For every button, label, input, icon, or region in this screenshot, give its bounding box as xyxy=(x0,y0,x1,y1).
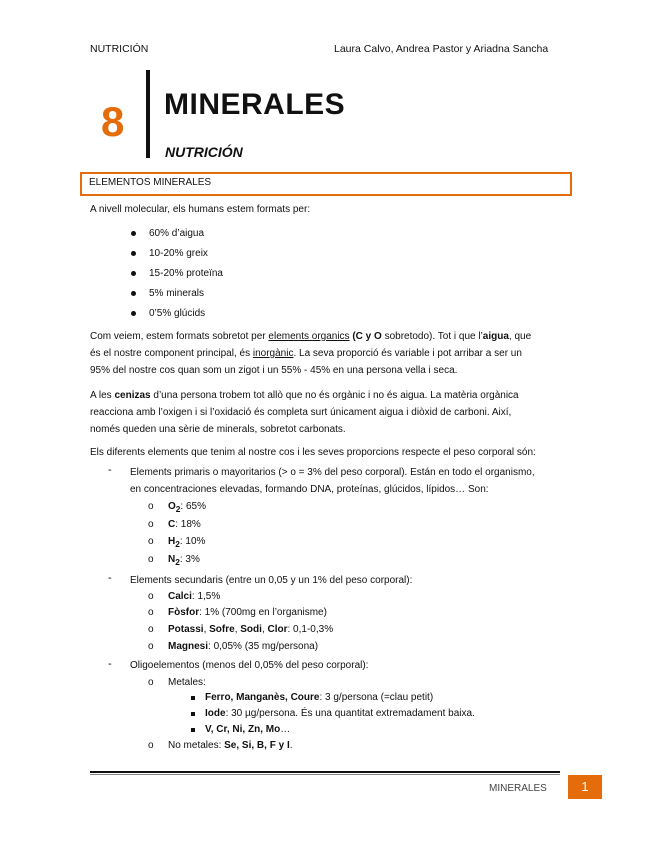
circle-bullet-icon: o xyxy=(148,554,154,565)
metal-item xyxy=(205,691,433,705)
secondary-item xyxy=(168,606,327,620)
primary-line-1: Elements primaris o mayoritarios (> o = 3% del peso corporal). Están en todo el organismo, xyxy=(130,467,535,478)
text-run: cenizas xyxy=(114,390,151,401)
paragraph-3: Els diferents elements que tenim al nostre cos i les seves proporcions respecte el peso corporal són: xyxy=(90,447,536,458)
paragraph-2-line-3: només queden una sèrie de minerals, sobretot carbonats. xyxy=(90,424,346,435)
secondary-item xyxy=(168,640,318,654)
text-run: : 3% xyxy=(179,554,200,565)
text-run: (C y O xyxy=(349,331,382,342)
circle-bullet-icon: o xyxy=(148,519,154,530)
circle-bullet-icon: o xyxy=(148,501,154,512)
text-run: … xyxy=(280,724,291,735)
text-run: , xyxy=(203,624,210,635)
footer-rule xyxy=(90,771,560,773)
primary-item xyxy=(168,553,200,569)
square-bullet-icon xyxy=(191,728,195,732)
text-run: Fòsfor xyxy=(168,607,200,618)
text-run: aigua xyxy=(482,331,509,342)
oligo-line: Oligoelementos (menos del 0,05% del peso corporal): xyxy=(130,660,369,671)
intro-text: A nivell molecular, els humans estem formats per: xyxy=(90,204,311,215)
bullet-icon xyxy=(131,291,136,296)
text-run: : 30 µg/persona. És una quantitat extremadament baixa. xyxy=(225,708,475,719)
text-run: Magnesi xyxy=(168,641,209,652)
primary-line-2: en concentraciones elevadas, formando DNA, proteínas, glúcidos, lípidos… Son: xyxy=(130,484,489,495)
text-run: Ferro, Manganès, Coure xyxy=(205,692,320,703)
header-left: NUTRICIÓN xyxy=(90,43,149,55)
paragraph-1-line-3: 95% del nostre cos quan som un zigot i un 55% - 45% en una persona vella i seca. xyxy=(90,365,458,376)
primary-item xyxy=(168,518,201,532)
list-item: 60% d’aigua xyxy=(149,228,205,239)
circle-bullet-icon: o xyxy=(148,740,154,751)
paragraph-2-line-1 xyxy=(90,389,519,403)
text-run: Sodi xyxy=(240,624,262,635)
list-item: 0’5% glúcids xyxy=(149,308,206,319)
text-run: sobretodo). xyxy=(381,331,436,342)
primary-item xyxy=(168,500,206,516)
circle-bullet-icon: o xyxy=(148,536,154,547)
text-run: Sofre xyxy=(209,624,235,635)
text-run: H xyxy=(168,536,176,547)
text-run: : 3 g/persona (=clau petit) xyxy=(319,692,434,703)
secondary-item xyxy=(168,623,333,637)
bullet-icon xyxy=(131,271,136,276)
text-run: 2 xyxy=(175,504,181,514)
text-run: : 65% xyxy=(180,501,206,512)
text-run: Clor xyxy=(267,624,288,635)
text-run: Calci xyxy=(168,591,192,602)
dash-icon: - xyxy=(108,658,112,670)
chapter-subtitle: NUTRICIÓN xyxy=(165,144,243,160)
footer-label: MINERALES xyxy=(489,783,547,794)
text-run: Com veiem, estem formats sobretot per xyxy=(90,331,269,342)
text-run: N xyxy=(168,554,176,565)
list-item: 5% minerals xyxy=(149,288,205,299)
text-run: . xyxy=(289,740,293,751)
bullet-icon xyxy=(131,311,136,316)
bullet-icon xyxy=(131,231,136,236)
text-run: és el nostre component principal, és xyxy=(90,348,253,359)
page-number: 1 xyxy=(568,775,602,799)
list-item: 10-20% greix xyxy=(149,248,208,259)
text-run: : 18% xyxy=(175,519,201,530)
circle-bullet-icon: o xyxy=(148,591,154,602)
paragraph-2-line-2: reacciona amb l’oxigen i si l’oxidació és completa surt únicament aigua i diòxid de carboni. Així, xyxy=(90,407,512,418)
text-run: : 0,05% (35 mg/persona) xyxy=(208,641,319,652)
dash-icon: - xyxy=(108,464,112,476)
text-run: A les xyxy=(90,390,115,401)
paragraph-1-line-2 xyxy=(90,347,522,361)
text-run: C xyxy=(168,519,176,530)
text-run: , xyxy=(234,624,241,635)
footer-rule-thin xyxy=(90,774,560,775)
primary-item xyxy=(168,535,205,551)
square-bullet-icon xyxy=(191,696,195,700)
circle-bullet-icon: o xyxy=(148,641,154,652)
text-run: No metales: xyxy=(168,740,225,751)
paragraph-1-line-1 xyxy=(90,330,564,344)
dash-icon: - xyxy=(108,572,112,584)
text-run: V, Cr, Ni, Zn, Mo xyxy=(205,724,281,735)
metales-label: Metales: xyxy=(168,677,206,688)
chapter-title: MINERALES xyxy=(164,88,346,121)
secondary-item xyxy=(168,590,220,604)
nometales-item xyxy=(168,739,293,753)
section-title: ELEMENTOS MINERALES xyxy=(89,177,212,188)
bullet-icon xyxy=(131,251,136,256)
circle-bullet-icon: o xyxy=(148,624,154,635)
text-run: . La seva proporció és variable i pot arribar a ser un xyxy=(293,348,522,359)
text-run: , xyxy=(261,624,268,635)
circle-bullet-icon: o xyxy=(148,607,154,618)
text-run: : 1% (700mg en l’organisme) xyxy=(199,607,327,618)
secondary-line: Elements secundaris (entre un 0,05 y un 1% del peso corporal): xyxy=(130,575,413,586)
text-run: Iode xyxy=(205,708,226,719)
text-run: : 10% xyxy=(179,536,206,547)
text-run: O xyxy=(168,501,176,512)
text-run: Tot i que l’ xyxy=(435,331,483,342)
text-run: elements organics xyxy=(268,331,350,342)
text-run: : 0,1-0,3% xyxy=(287,624,334,635)
metal-item xyxy=(205,707,475,721)
text-run: Se, Si, B, F y I xyxy=(224,740,290,751)
text-run: Potassi xyxy=(168,624,204,635)
text-run: , que xyxy=(508,331,532,342)
square-bullet-icon xyxy=(191,712,195,716)
text-run: 2 xyxy=(175,539,180,549)
chapter-divider xyxy=(146,70,150,158)
header-right: Laura Calvo, Andrea Pastor y Ariadna Sancha xyxy=(334,43,549,55)
text-run: : 1,5% xyxy=(191,591,221,602)
chapter-number: 8 xyxy=(101,98,125,145)
circle-bullet-icon: o xyxy=(148,677,154,688)
text-run: inorgànic xyxy=(252,348,294,359)
text-run: d’una persona trobem tot allò que no és orgànic i no és aigua. La matèria orgànica xyxy=(150,390,519,401)
text-run: 2 xyxy=(175,557,180,567)
metal-item xyxy=(205,723,290,737)
list-item: 15-20% proteïna xyxy=(149,268,223,279)
